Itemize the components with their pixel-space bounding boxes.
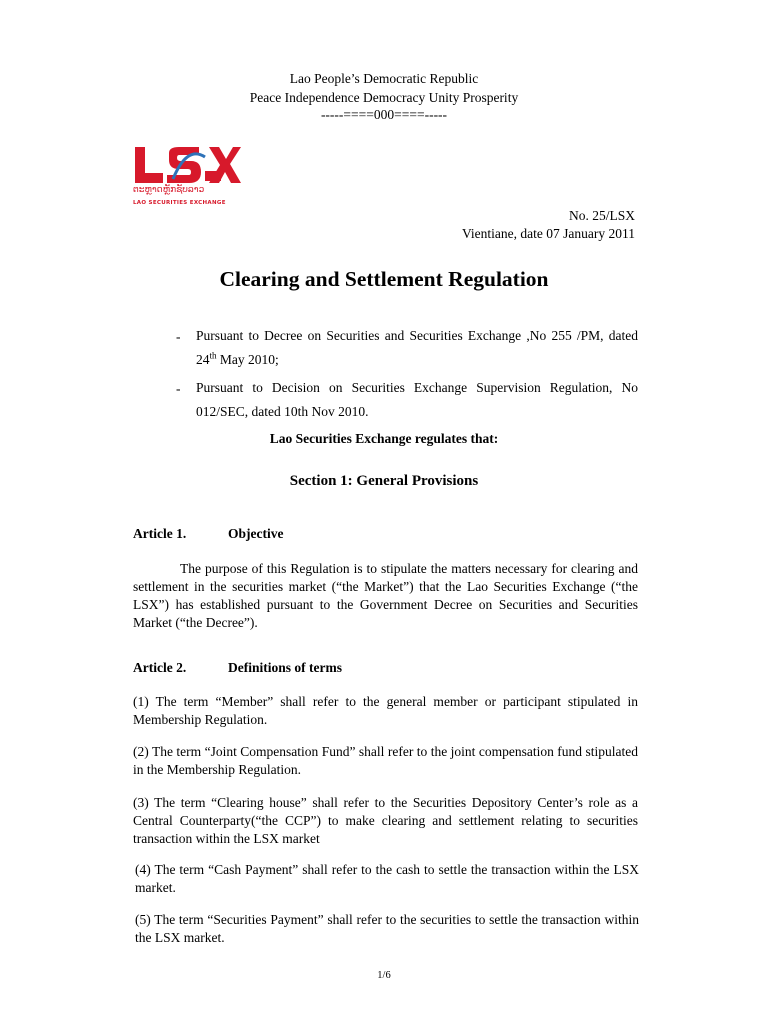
logo-lao-text: ຕະຫຼາດຫຼັກຊັບລາວ [133, 185, 205, 195]
section-title: Section 1: General Provisions [289, 473, 479, 489]
pursuant-decree-text: Pursuant to Decree on Securities and Securities Exchange ,No 255 /PM, dated 24 [196, 328, 638, 367]
definition-item: (3) The term “Clearing house” shall refer to the Securities Depository Center’s role as a Central Counterparty(“the CCP”) to make clearing and settlement relating to securities transaction within the LSX market [133, 795, 638, 846]
reference-number: No. 25/LSX [568, 208, 635, 223]
lsx-logo [133, 143, 243, 211]
reference-place-date: Vientiane, date 07 January 2011 [461, 226, 635, 241]
definition-item: (1) The term “Member” shall refer to the general member or participant stipulated in Membership Regulation. [133, 694, 638, 727]
article1-body: The purpose of this Regulation is to stipulate the matters necessary for clearing and settlement in the securities market (“the Market”) that the Lao Securities Exchange (“the LSX”) has established pursuant to the Government Decree on Securities and Securities Market (“the Decree”). [133, 561, 638, 630]
lsx-logo-mark [133, 143, 243, 187]
regulates-line: Lao Securities Exchange regulates that: [269, 431, 499, 446]
logo-english-text: LAO SECURITIES EXCHANGE [133, 200, 226, 206]
article2-label: Article 2. [133, 660, 187, 675]
article1-heading: Objective [228, 526, 284, 541]
pursuant-decree [196, 324, 638, 372]
bullet-dash-1: - [176, 329, 181, 344]
definition-item: (5) The term “Securities Payment” shall refer to the securities to settle the transaction within the LSX market. [135, 912, 639, 945]
bullet-dash-2: - [176, 381, 181, 396]
article2-heading: Definitions of terms [228, 660, 342, 675]
pursuant-decree-date: May 2010; [216, 352, 279, 367]
article1-label: Article 1. [133, 526, 187, 541]
page-number: 1/6 [377, 970, 391, 981]
header-motto: Peace Independence Democracy Unity Prosperity [249, 90, 519, 105]
definition-item: (4) The term “Cash Payment” shall refer to the cash to settle the transaction within the LSX market. [135, 862, 639, 895]
definition-item: (2) The term “Joint Compensation Fund” shall refer to the joint compensation fund stipulated in the Membership Regulation. [133, 744, 638, 777]
header-divider: -----====000====----- [320, 107, 448, 122]
pursuant-decision: Pursuant to Decision on Securities Exchange Supervision Regulation, No 012/SEC, dated 10th Nov 2010. [196, 380, 638, 419]
header-country: Lao People’s Democratic Republic [289, 71, 479, 86]
document-title: Clearing and Settlement Regulation [219, 267, 549, 291]
pursuant-decree-sup: th [209, 350, 217, 361]
